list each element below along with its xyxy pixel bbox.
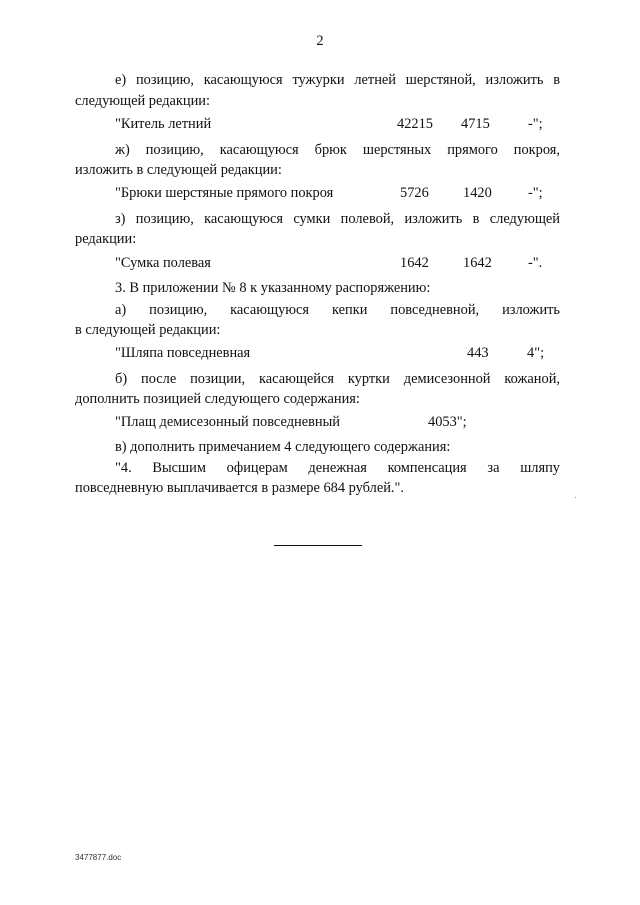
item-a-row-name: "Шляпа повседневная [115, 345, 251, 361]
note-4-line2: повседневную выплачивается в размере 684 рублей.". [75, 480, 404, 496]
item-a-row-col1: 443 [467, 345, 489, 361]
item-b-line2: дополнить позицией следующего содержания: [75, 391, 360, 407]
item-zh-row-col3: -"; [528, 185, 543, 201]
item-a-row-col2: 4"; [527, 345, 545, 361]
item-zh-line2: изложить в следующей редакции: [75, 162, 282, 178]
paragraph-3: 3. В приложении № 8 к указанному распоряжению: [115, 280, 431, 296]
item-e-row-col3: -"; [528, 116, 543, 132]
item-z-line1: з) позицию, касающуюся сумки полевой, изложить в следующей [115, 211, 560, 227]
item-z-row-name: "Сумка полевая [115, 255, 211, 271]
note-4-line1: "4. Высшим офицерам денежная компенсация за шляпу [115, 460, 560, 476]
closing-rule [274, 545, 362, 546]
item-zh-row-col2: 1420 [463, 185, 492, 201]
item-b-row-name: "Плащ демисезонный повседневный [115, 414, 340, 430]
item-zh-row-col1: 5726 [400, 185, 429, 201]
item-zh-line1: ж) позицию, касающуюся брюк шерстяных прямого покроя, [115, 142, 560, 158]
item-z-line2: редакции: [75, 231, 137, 247]
item-e-line1: е) позицию, касающуюся тужурки летней шерстяной, изложить в [115, 72, 560, 88]
item-e-row-col2: 4715 [461, 116, 490, 132]
item-e-row-name: "Китель летний [115, 116, 212, 132]
item-zh-row-name: "Брюки шерстяные прямого покроя [115, 185, 334, 201]
scan-speck [575, 497, 576, 498]
item-b-row-col1: 4053"; [428, 414, 467, 430]
item-v-line: в) дополнить примечанием 4 следующего содержания: [115, 439, 451, 455]
footer-filename: 3477877.doc [75, 853, 122, 862]
item-a-line2: в следующей редакции: [75, 322, 221, 338]
item-a-line1: а) позицию, касающуюся кепки повседневной, изложить [115, 302, 560, 318]
item-z-row-col3: -". [528, 255, 543, 271]
page-number: 2 [316, 33, 324, 49]
item-e-row-col1: 42215 [397, 116, 433, 132]
item-z-row-col1: 1642 [400, 255, 429, 271]
item-b-line1: б) после позиции, касающейся куртки демисезонной кожаной, [115, 371, 560, 387]
item-z-row-col2: 1642 [463, 255, 492, 271]
item-e-line2: следующей редакции: [75, 93, 210, 109]
